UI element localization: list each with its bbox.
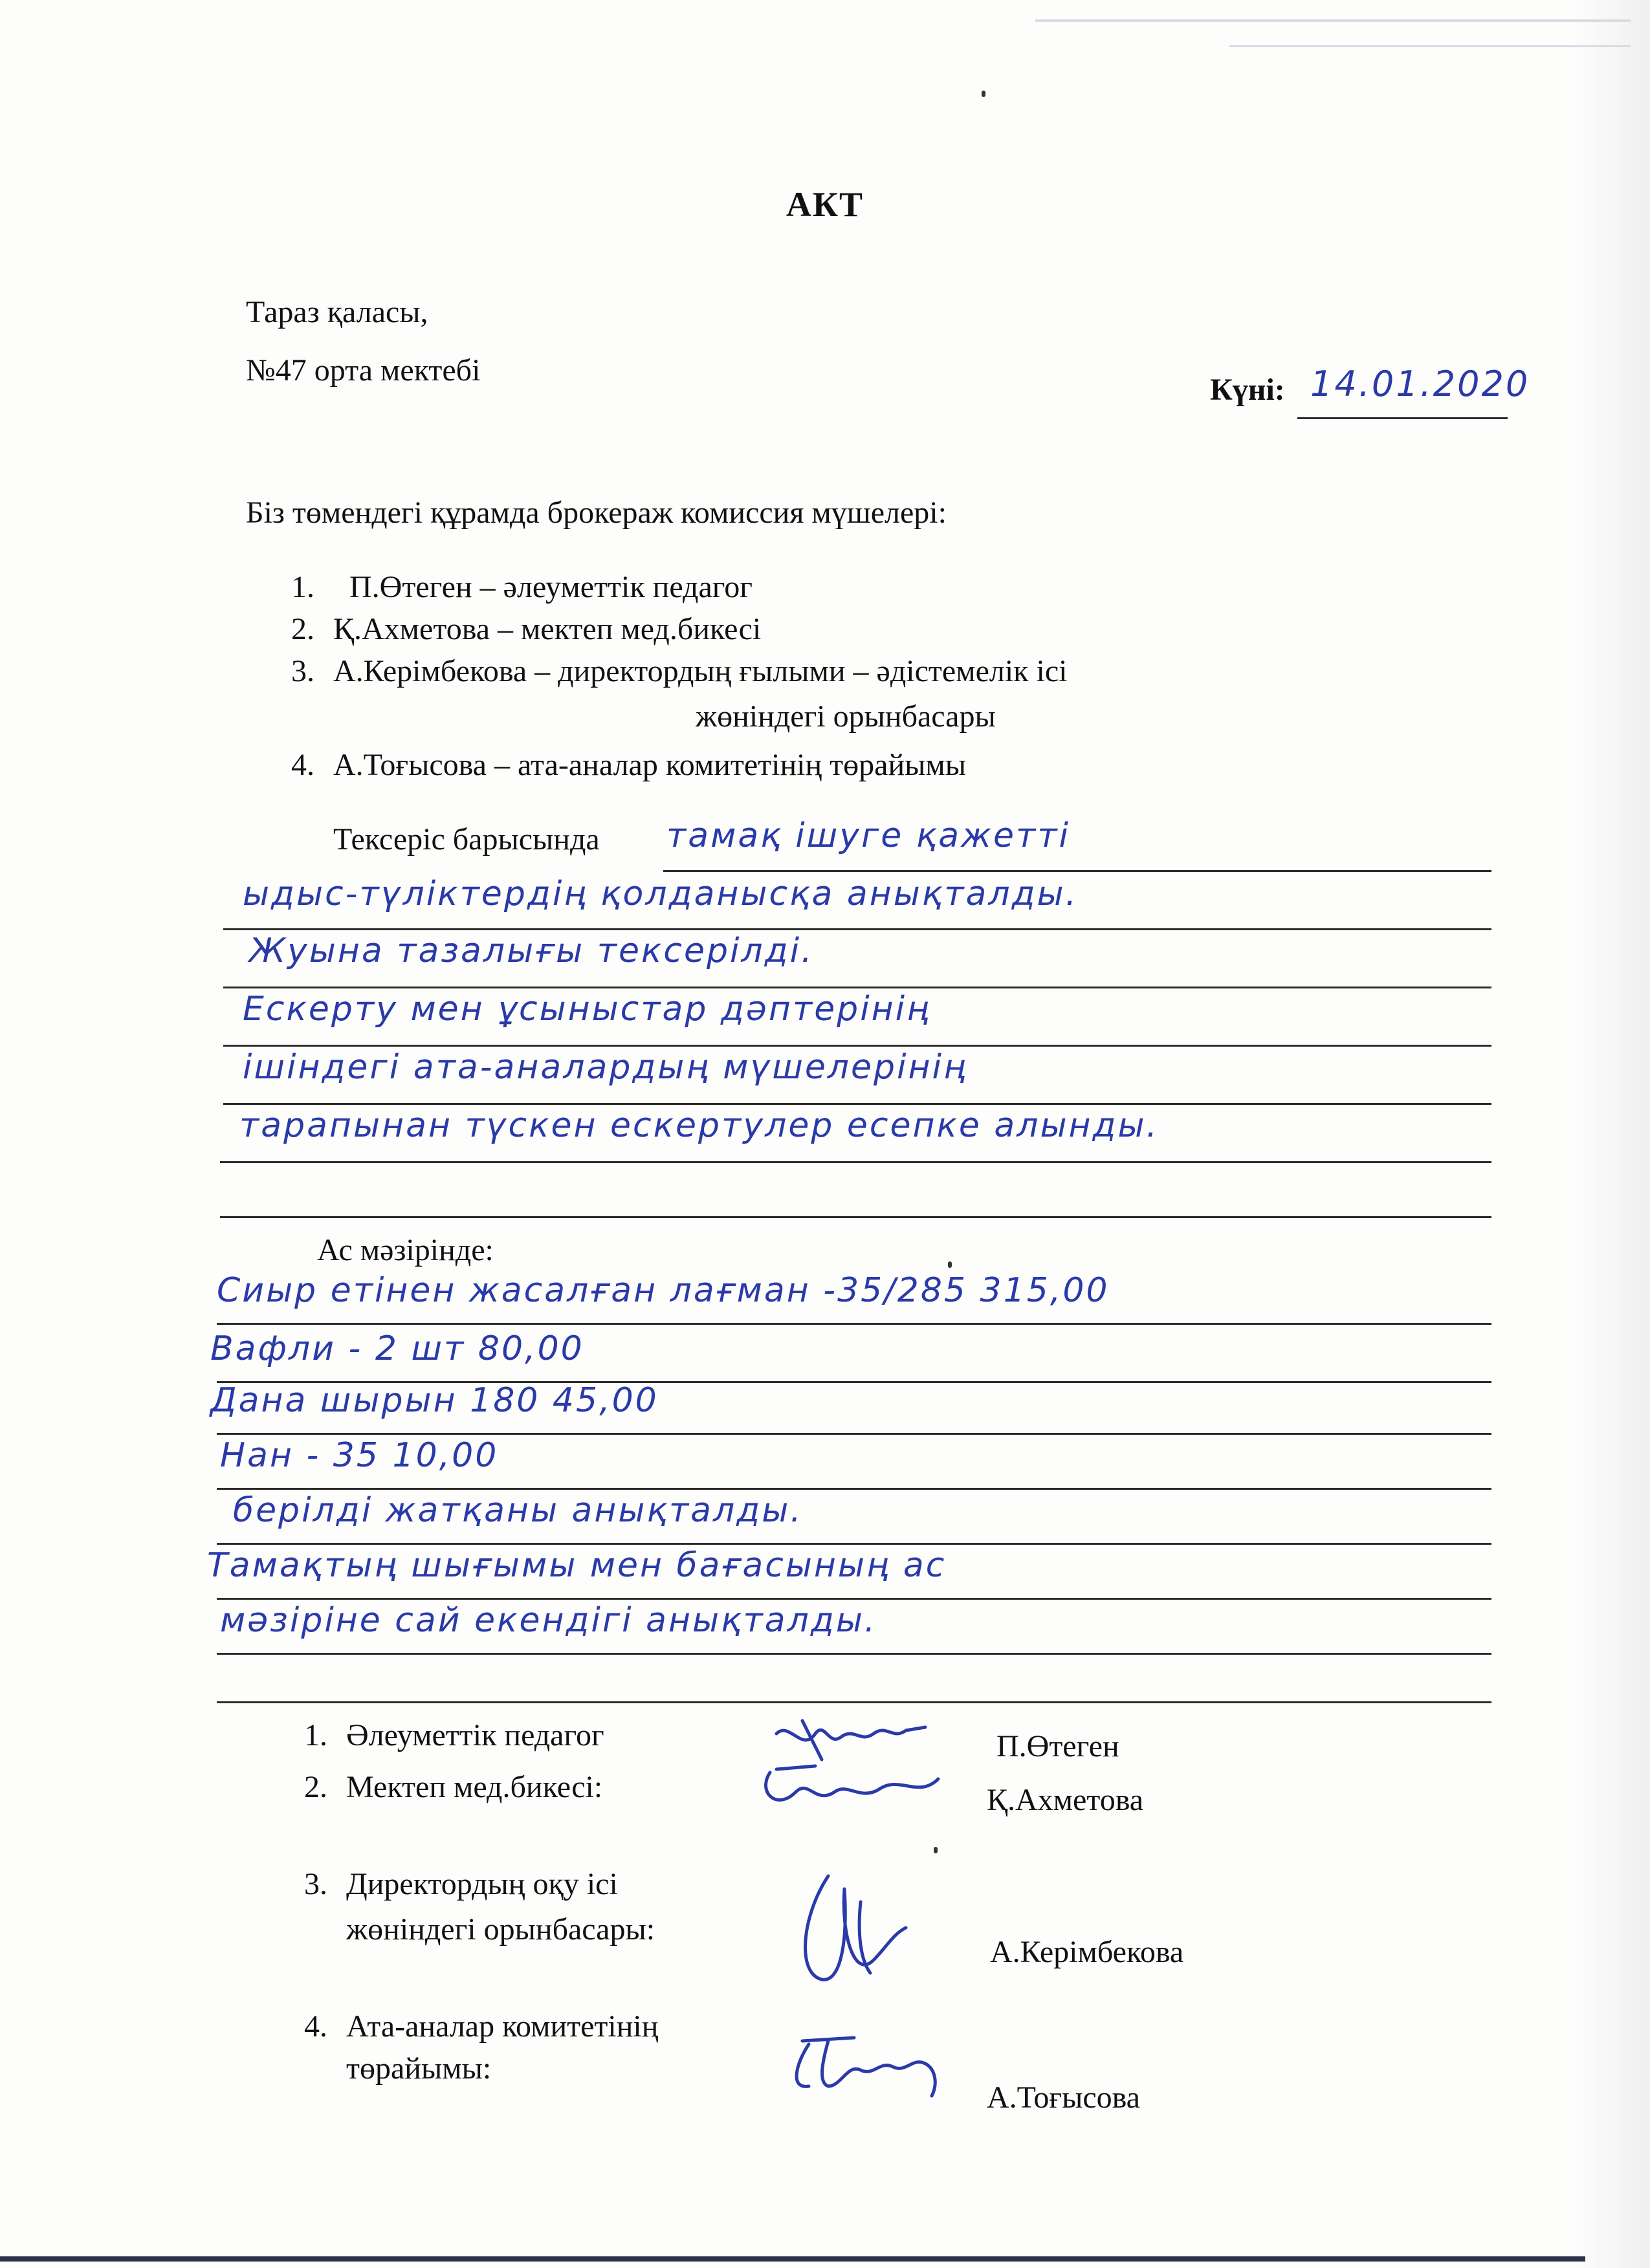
inspection-line [223,928,1491,930]
date-label: Күні: [1210,373,1285,407]
signature-number: 4. [304,2009,327,2044]
inspection-handwritten-line: Жуына тазалығы тексерілді. [249,932,814,970]
menu-line [217,1543,1491,1545]
member-number: 4. [291,748,314,782]
inspection-handwritten-line: тамақ ішуге қажетті [666,816,1070,855]
menu-handwritten-line: Тамақтың шығымы мен бағасының ас [207,1546,947,1585]
inspection-line [220,1161,1491,1163]
signature-role-continuation: төрайымы: [346,2051,492,2086]
signature-kerimbekova [789,1863,932,1999]
inspection-handwritten-line: ыдыс-түліктердің қолданысқа анықталды. [243,875,1079,913]
scan-artifact-line [1229,45,1631,47]
signature-name: А.Керімбекова [990,1935,1184,1969]
inspection-handwritten-line: ішіндегі ата-аналардың мүшелерінің [243,1048,968,1087]
document-title: АКТ [786,185,864,224]
city-line: Тараз қаласы, [246,295,428,329]
menu-label: Ас мәзірінде: [317,1233,494,1267]
signature-role-continuation: жөніндегі орынбасары: [346,1912,655,1946]
scan-artifact-line [1035,19,1631,22]
menu-handwritten-line: Дана шырын 180 45,00 [210,1381,659,1420]
inspection-handwritten-line: тарапынан түскен ескертулер есепке алынды. [239,1106,1160,1145]
menu-handwritten-line: берілді жатқаны анықталды. [233,1491,803,1530]
scan-speck [982,91,985,97]
menu-handwritten-line: мәзіріне сай екендігі анықталды. [220,1601,877,1640]
commission-intro: Біз төмендегі құрамда брокераж комиссия мүшелері: [246,496,947,530]
menu-line [217,1323,1491,1325]
scan-bottom-edge [0,2256,1585,2262]
signature-number: 2. [304,1770,327,1804]
signature-togysova [783,2025,951,2102]
menu-handwritten-line: Вафли - 2 шт 80,00 [210,1329,584,1368]
inspection-line [663,870,1491,872]
inspection-label: Тексеріс барысында [333,822,600,856]
scan-speck [934,1847,938,1853]
signature-number: 3. [304,1867,327,1901]
signature-role: Мектеп мед.бикесі: [346,1770,603,1804]
signature-role: Директордың оқу ісі [346,1867,618,1901]
inspection-line [220,1216,1491,1218]
member-number: 3. [291,654,314,688]
signature-name: Қ.Ахметова [987,1783,1144,1817]
scan-speck [948,1261,952,1268]
member-4: А.Тоғысова – ата-аналар комитетінің төрайымы [333,748,967,782]
member-1: П.Өтеген – әлеуметтік педагог [349,570,753,604]
menu-line [217,1433,1491,1435]
school-line: №47 орта мектебі [246,353,481,387]
inspection-handwritten-line: Ескерту мен ұсыныстар дәптерінің [243,990,931,1029]
member-3: А.Керімбекова – директордың ғылыми – әдістемелік ісі [333,654,1068,688]
menu-line [217,1598,1491,1600]
inspection-line [223,987,1491,988]
member-number: 1. [291,570,314,604]
member-number: 2. [291,612,314,646]
signature-akhmetova [751,1753,951,1824]
date-underline [1297,417,1508,419]
signature-number: 1. [304,1718,327,1752]
signature-role: Әлеуметтік педагог [346,1718,604,1752]
menu-line [217,1653,1491,1655]
member-3-continuation: жөніндегі орынбасары [696,699,996,734]
member-2: Қ.Ахметова – мектеп мед.бикесі [333,612,762,646]
inspection-line [223,1103,1491,1105]
menu-handwritten-line: Нан - 35 10,00 [220,1436,499,1475]
signature-role: Ата-аналар комитетінің [346,2009,659,2044]
menu-handwritten-line: Сиыр етінен жасалған лағман -35/285 315,00 [217,1271,1110,1310]
menu-line [217,1701,1491,1703]
menu-line [217,1488,1491,1490]
signature-name: П.Өтеген [996,1729,1119,1763]
date-value-handwritten: 14.01.2020 [1310,364,1530,404]
inspection-line [223,1045,1491,1047]
signature-name: А.Тоғысова [987,2080,1140,2115]
scan-edge-shadow [1572,0,1650,2268]
